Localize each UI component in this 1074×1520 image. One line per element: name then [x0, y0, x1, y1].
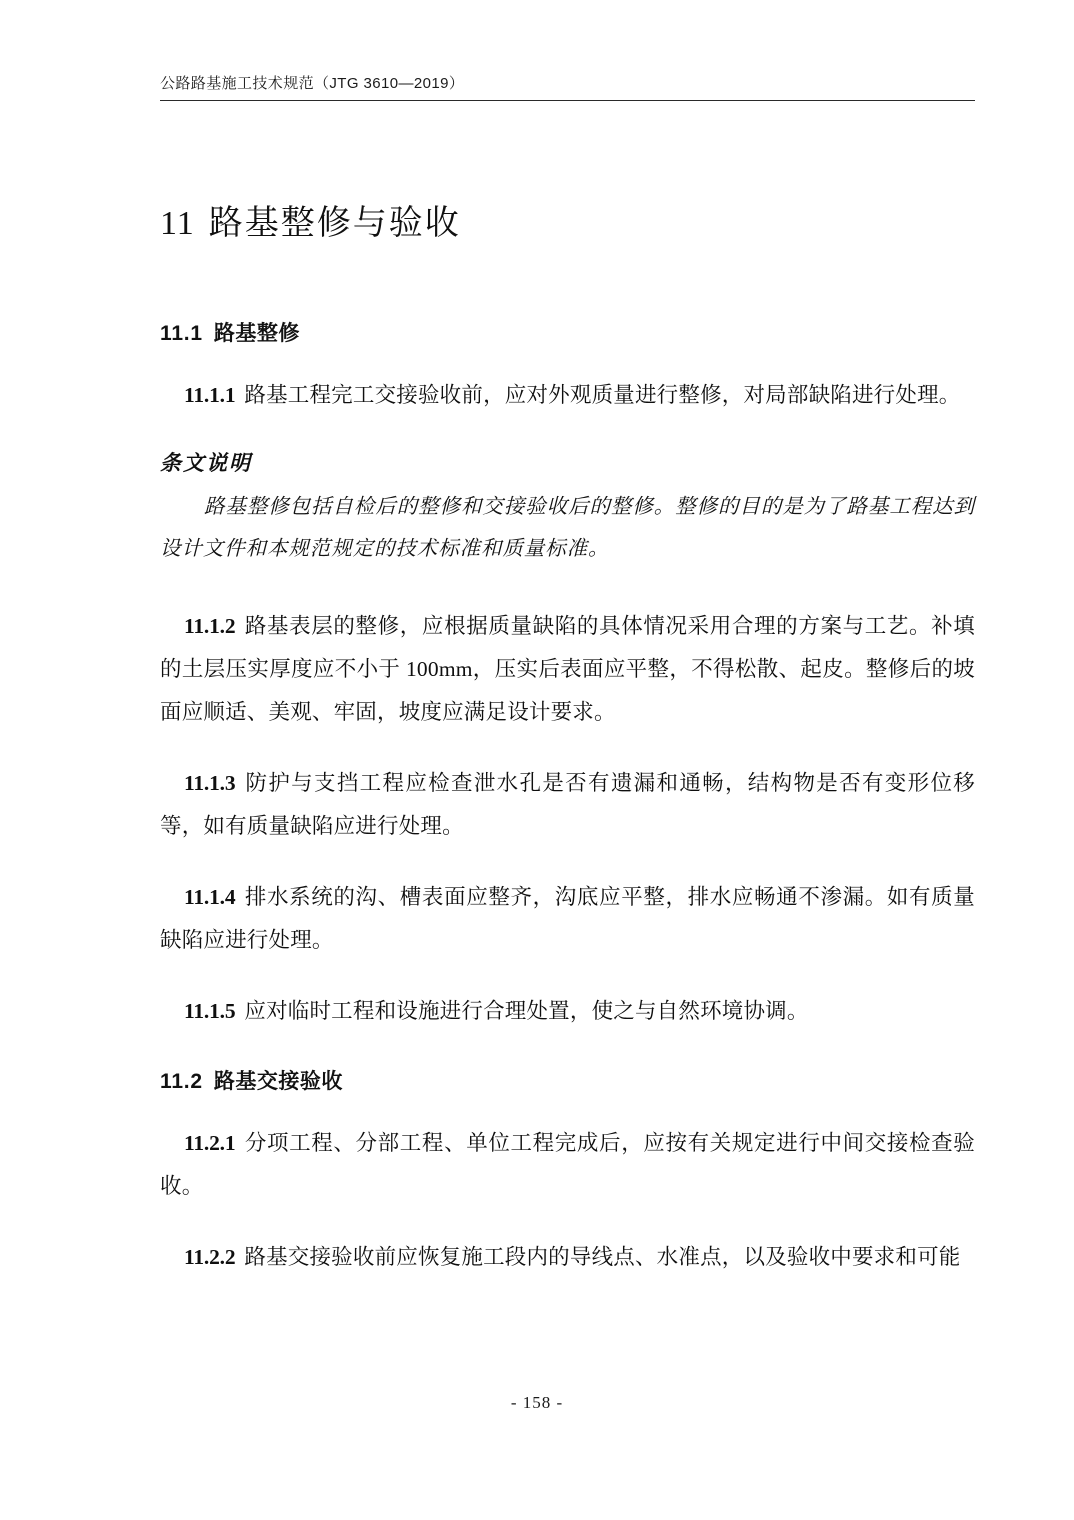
chapter-number: 11 — [160, 205, 195, 242]
spacer — [160, 348, 975, 374]
page-footer — [0, 1393, 1074, 1413]
clause-text: 分项工程、分部工程、单位工程完成后，应按有关规定进行中间交接检查验收。 — [160, 1131, 975, 1199]
clause-number: 11.1.3 — [184, 770, 236, 795]
section-heading-11-2 — [160, 1067, 975, 1096]
section-number: 11.1 — [160, 321, 203, 345]
spacer — [160, 247, 975, 319]
clause-text: 路基表层的整修，应根据质量缺陷的具体情况采用合理的方案与工艺。补填的土层压实厚度应不小于 100mm，压实后表面应平整，不得松散、起皮。整修后的坡面应顺适、美观、牢固，坡度应满足设计要求。 — [160, 613, 975, 724]
chapter-title-text: 路基整修与验收 — [208, 205, 461, 242]
page-content — [160, 175, 975, 1279]
clause-number: 11.1.1 — [184, 383, 236, 408]
page-header — [160, 72, 975, 101]
section-title-text: 路基交接验收 — [213, 1069, 343, 1093]
clause-text: 路基交接验收前应恢复施工段内的导线点、水准点，以及验收中要求和可能 — [244, 1245, 961, 1270]
clause-number: 11.2.2 — [184, 1245, 236, 1270]
running-title: 公路路基施工技术规范（JTG 3610—2019） — [160, 75, 465, 92]
clause-text: 防护与支挡工程应检查泄水孔是否有遗漏和通畅，结构物是否有变形位移等，如有质量缺陷应进行处理。 — [160, 770, 975, 838]
clause-11-1-3 — [160, 762, 975, 848]
spacer — [160, 1208, 975, 1236]
spacer — [160, 848, 975, 876]
commentary-text: 路基整修包括自检后的整修和交接验收后的整修。整修的目的是为了路基工程达到设计文件和本规范规定的技术标准和质量标准。 — [160, 493, 975, 560]
page-number: - 158 - — [510, 1393, 564, 1412]
spacer — [160, 734, 975, 762]
clause-number: 11.1.5 — [184, 998, 236, 1023]
commentary-label: 条文说明 — [160, 450, 252, 476]
spacer — [160, 962, 975, 990]
clause-number: 11.2.1 — [184, 1131, 236, 1156]
clause-number: 11.1.2 — [184, 613, 236, 638]
clause-11-2-2 — [160, 1236, 975, 1279]
spacer — [160, 1033, 975, 1067]
spacer — [160, 1096, 975, 1122]
spacer — [160, 417, 975, 447]
section-number: 11.2 — [160, 1069, 203, 1093]
clause-11-1-4 — [160, 876, 975, 962]
clause-text: 路基工程完工交接验收前，应对外观质量进行整修，对局部缺陷进行处理。 — [244, 383, 961, 408]
clause-11-1-5 — [160, 990, 975, 1033]
chapter-title — [160, 175, 975, 247]
clause-11-1-2 — [160, 605, 975, 734]
header-rule — [160, 100, 975, 101]
clause-number: 11.1.4 — [184, 884, 236, 909]
clause-11-2-1 — [160, 1122, 975, 1208]
section-title-text: 路基整修 — [213, 321, 300, 345]
clause-text: 排水系统的沟、槽表面应整齐，沟底应平整，排水应畅通不渗漏。如有质量缺陷应进行处理。 — [160, 884, 975, 952]
clause-11-1-1 — [160, 374, 975, 417]
spacer — [160, 569, 975, 605]
clause-text: 应对临时工程和设施进行合理处置，使之与自然环境协调。 — [244, 998, 809, 1023]
section-heading-11-1 — [160, 319, 975, 348]
